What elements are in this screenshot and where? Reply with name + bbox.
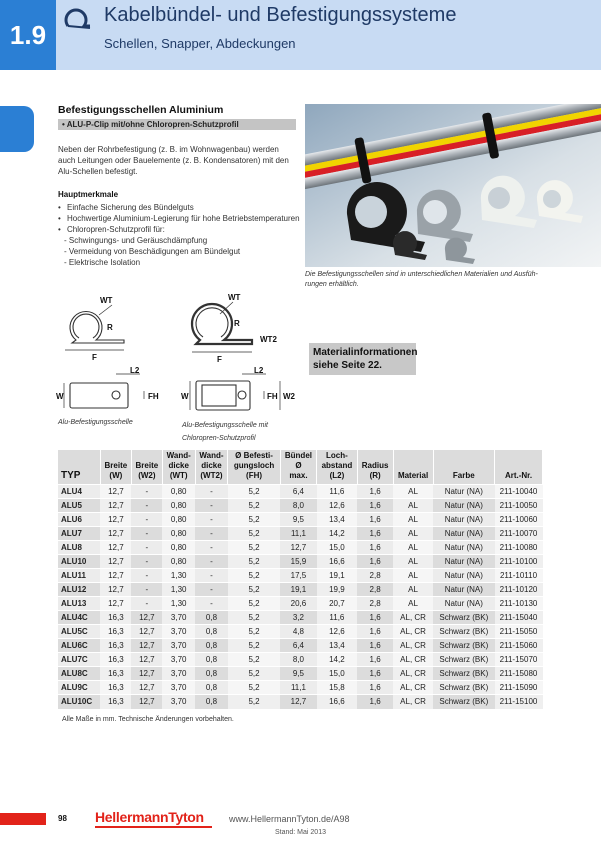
table-cell: ALU12: [58, 583, 100, 597]
product-title: Befestigungsschellen Aluminium: [58, 104, 224, 116]
table-cell: 5,2: [228, 527, 280, 541]
table-cell: -: [195, 527, 228, 541]
column-header: Bündel Ø max.: [280, 450, 316, 485]
table-row: [58, 597, 543, 611]
column-header: Art.-Nr.: [495, 450, 543, 485]
table-cell: 12,7: [131, 681, 162, 695]
table-cell: 5,2: [228, 569, 280, 583]
table-cell: 1,6: [357, 513, 393, 527]
table-cell: 12,7: [100, 499, 131, 513]
table-cell: 1,6: [357, 611, 393, 625]
table-cell: ALU4C: [58, 611, 100, 625]
table-cell: 12,6: [317, 625, 358, 639]
table-row: [58, 611, 543, 625]
table-cell: 19,1: [280, 583, 316, 597]
table-cell: 1,30: [162, 569, 195, 583]
table-cell: 16,3: [100, 695, 131, 709]
brand-logo: HellermannTyton: [95, 809, 204, 825]
table-cell: 11,1: [280, 527, 316, 541]
table-cell: 211-15060: [495, 639, 543, 653]
table-cell: 12,7: [131, 695, 162, 709]
table-cell: -: [195, 513, 228, 527]
label-r-profile: R: [234, 319, 240, 328]
table-cell: ALU8: [58, 541, 100, 555]
table-cell: 12,7: [100, 527, 131, 541]
table-cell: 211-10050: [495, 499, 543, 513]
table-cell: Schwarz (BK): [433, 667, 494, 681]
table-cell: 16,3: [100, 653, 131, 667]
label-wt-profile: WT: [228, 293, 241, 302]
footer-date: Stand: Mai 2013: [275, 829, 326, 836]
product-photo: [305, 104, 601, 267]
page-title: Kabelbündel- und Befestigungssysteme: [104, 4, 457, 26]
intro-line: Neben der Rohrbefestigung (z. B. im Wohnwagenbau) werden: [58, 145, 279, 154]
table-cell: AL, CR: [393, 625, 433, 639]
table-cell: 0,8: [195, 695, 228, 709]
column-header: Radius (R): [357, 450, 393, 485]
column-header: Breite (W2): [131, 450, 162, 485]
table-cell: 5,2: [228, 583, 280, 597]
table-row: [58, 499, 543, 513]
table-cell: AL, CR: [393, 653, 433, 667]
table-cell: Schwarz (BK): [433, 639, 494, 653]
table-cell: 12,7: [100, 513, 131, 527]
label-l2-profile: L2: [254, 366, 264, 375]
footer-url[interactable]: www.HellermannTyton.de/A98: [229, 814, 350, 824]
table-row: [58, 513, 543, 527]
table-cell: AL: [393, 569, 433, 583]
table-cell: 211-10100: [495, 555, 543, 569]
table-cell: -: [195, 499, 228, 513]
photo-caption-line: rungen erhältlich.: [305, 281, 359, 288]
spec-table: [58, 450, 543, 709]
table-cell: 12,7: [100, 569, 131, 583]
table-cell: AL, CR: [393, 667, 433, 681]
table-cell: -: [131, 583, 162, 597]
table-cell: ALU8C: [58, 667, 100, 681]
table-cell: -: [131, 597, 162, 611]
table-cell: 5,2: [228, 681, 280, 695]
table-cell: 0,8: [195, 625, 228, 639]
material-info-line: Materialinformationen: [313, 347, 418, 358]
table-cell: AL: [393, 485, 433, 499]
table-cell: 211-10070: [495, 527, 543, 541]
table-cell: 211-10120: [495, 583, 543, 597]
table-cell: 6,4: [280, 485, 316, 499]
feature-item: • Chloropren-Schutzprofil für:: [58, 225, 165, 234]
table-cell: 5,2: [228, 653, 280, 667]
table-cell: 2,8: [357, 597, 393, 611]
table-cell: 6,4: [280, 639, 316, 653]
table-cell: ALU6C: [58, 639, 100, 653]
table-cell: -: [131, 555, 162, 569]
table-cell: 2,8: [357, 569, 393, 583]
table-cell: 8,0: [280, 653, 316, 667]
table-cell: 5,2: [228, 695, 280, 709]
section-number: 1.9: [9, 20, 47, 50]
table-cell: 16,3: [100, 611, 131, 625]
table-cell: 5,2: [228, 485, 280, 499]
table-cell: 5,2: [228, 625, 280, 639]
column-header: Wand- dicke (WT): [162, 450, 195, 485]
table-cell: 12,7: [100, 597, 131, 611]
material-info-box: [309, 343, 416, 375]
brand-underline: [95, 826, 212, 828]
table-cell: 16,3: [100, 639, 131, 653]
table-row: [58, 639, 543, 653]
table-row: [58, 695, 543, 709]
label-r: R: [107, 323, 113, 332]
dimensions-note: Alle Maße in mm. Technische Änderungen vorbehalten.: [62, 716, 234, 723]
table-cell: 11,6: [317, 485, 358, 499]
table-cell: -: [195, 597, 228, 611]
photo-caption: [305, 270, 545, 290]
table-cell: 12,7: [280, 695, 316, 709]
table-cell: 16,6: [317, 555, 358, 569]
table-cell: 12,7: [131, 653, 162, 667]
table-cell: 3,70: [162, 653, 195, 667]
table-cell: Natur (NA): [433, 513, 494, 527]
column-header: Material: [393, 450, 433, 485]
table-cell: AL, CR: [393, 611, 433, 625]
table-cell: 1,30: [162, 583, 195, 597]
table-cell: 20,6: [280, 597, 316, 611]
table-cell: 15,0: [317, 541, 358, 555]
table-cell: AL, CR: [393, 695, 433, 709]
table-cell: 5,2: [228, 499, 280, 513]
side-tab: [0, 106, 34, 152]
table-cell: 16,3: [100, 625, 131, 639]
table-cell: 0,8: [195, 639, 228, 653]
table-cell: Schwarz (BK): [433, 695, 494, 709]
table-cell: 20,7: [317, 597, 358, 611]
table-cell: 1,6: [357, 541, 393, 555]
table-cell: 3,2: [280, 611, 316, 625]
table-cell: 1,6: [357, 527, 393, 541]
table-cell: ALU11: [58, 569, 100, 583]
table-cell: 0,8: [195, 667, 228, 681]
table-cell: Schwarz (BK): [433, 625, 494, 639]
drawing-caption-profile: Alu-Befestigungsschelle mit Chloropren-Schutzprofil: [182, 422, 268, 442]
table-row: [58, 485, 543, 499]
label-wt2: WT2: [260, 335, 277, 344]
table-cell: 211-15070: [495, 653, 543, 667]
table-cell: ALU5C: [58, 625, 100, 639]
table-cell: 3,70: [162, 695, 195, 709]
table-cell: 9,5: [280, 513, 316, 527]
column-header: Loch- abstand (L2): [317, 450, 358, 485]
material-info-line: siehe Seite 22.: [313, 360, 382, 371]
table-cell: 0,8: [195, 681, 228, 695]
table-cell: 211-10130: [495, 597, 543, 611]
label-wt: WT: [100, 296, 113, 305]
table-cell: ALU4: [58, 485, 100, 499]
table-cell: Natur (NA): [433, 485, 494, 499]
table-row: [58, 653, 543, 667]
table-cell: Schwarz (BK): [433, 681, 494, 695]
table-row: [58, 667, 543, 681]
clip-drawing-profile: [192, 302, 252, 352]
tab-drawing-plain: [64, 374, 144, 408]
table-cell: 8,0: [280, 499, 316, 513]
table-cell: -: [131, 513, 162, 527]
sub-feature-item: - Elektrische Isolation: [64, 258, 141, 267]
table-cell: AL: [393, 527, 433, 541]
p-clip-icon: [62, 6, 92, 36]
table-cell: -: [131, 541, 162, 555]
table-cell: AL, CR: [393, 681, 433, 695]
table-cell: 19,1: [317, 569, 358, 583]
table-cell: -: [195, 569, 228, 583]
product-subheading: • ALU-P-Clip mit/ohne Chloropren-Schutzprofil: [58, 119, 296, 130]
table-cell: -: [131, 499, 162, 513]
sub-feature-item: - Schwingungs- und Geräuschdämpfung: [64, 236, 208, 245]
table-cell: 1,30: [162, 597, 195, 611]
table-cell: 0,8: [195, 653, 228, 667]
table-cell: 211-15040: [495, 611, 543, 625]
photo-caption-line: Die Befestigungsschellen sind in unterschiedlichen Materialien und Ausfüh-: [305, 271, 538, 278]
table-cell: 12,7: [131, 625, 162, 639]
label-fh: FH: [148, 392, 159, 401]
table-cell: AL: [393, 499, 433, 513]
table-cell: 5,2: [228, 667, 280, 681]
table-cell: 0,80: [162, 513, 195, 527]
table-cell: 1,6: [357, 485, 393, 499]
table-cell: 3,70: [162, 681, 195, 695]
label-l2: L2: [130, 366, 140, 375]
label-w2: W2: [283, 392, 295, 401]
table-cell: 12,7: [100, 541, 131, 555]
table-cell: -: [131, 485, 162, 499]
table-cell: AL: [393, 583, 433, 597]
table-cell: 3,70: [162, 611, 195, 625]
table-cell: 16,3: [100, 667, 131, 681]
table-cell: AL, CR: [393, 639, 433, 653]
table-cell: 12,7: [131, 667, 162, 681]
table-cell: ALU7: [58, 527, 100, 541]
table-cell: 211-10060: [495, 513, 543, 527]
table-cell: AL: [393, 597, 433, 611]
table-cell: 0,80: [162, 499, 195, 513]
table-cell: ALU6: [58, 513, 100, 527]
footer-accent-bar: [0, 813, 46, 825]
table-cell: 1,6: [357, 555, 393, 569]
table-row: [58, 681, 543, 695]
clip-drawing-plain: [65, 305, 124, 350]
table-cell: 211-10110: [495, 569, 543, 583]
table-cell: 1,6: [357, 667, 393, 681]
intro-text: [58, 144, 298, 177]
table-cell: 0,80: [162, 541, 195, 555]
table-cell: 5,2: [228, 555, 280, 569]
label-f-profile: F: [217, 355, 222, 364]
column-header: Breite (W): [100, 450, 131, 485]
table-cell: 5,2: [228, 597, 280, 611]
table-cell: 12,7: [100, 583, 131, 597]
table-cell: 1,6: [357, 639, 393, 653]
table-cell: -: [195, 583, 228, 597]
table-cell: 5,2: [228, 611, 280, 625]
table-cell: 9,5: [280, 667, 316, 681]
table-cell: -: [131, 527, 162, 541]
column-header: Ø Befesti- gungsloch (FH): [228, 450, 280, 485]
table-cell: AL: [393, 541, 433, 555]
table-cell: ALU10: [58, 555, 100, 569]
column-header: Wand- dicke (WT2): [195, 450, 228, 485]
column-header: Farbe: [433, 450, 494, 485]
table-cell: 19,9: [317, 583, 358, 597]
table-cell: 211-15100: [495, 695, 543, 709]
table-cell: AL: [393, 513, 433, 527]
table-row: [58, 555, 543, 569]
table-cell: Natur (NA): [433, 541, 494, 555]
table-cell: AL: [393, 555, 433, 569]
table-row: [58, 625, 543, 639]
table-cell: 0,80: [162, 485, 195, 499]
table-cell: ALU10C: [58, 695, 100, 709]
table-cell: ALU13: [58, 597, 100, 611]
feature-item: • Einfache Sicherung des Bündelguts: [58, 203, 194, 212]
table-cell: 16,3: [100, 681, 131, 695]
table-cell: 2,8: [357, 583, 393, 597]
table-cell: 12,7: [100, 485, 131, 499]
table-row: [58, 569, 543, 583]
page-number: 98: [58, 814, 67, 823]
table-cell: 15,8: [317, 681, 358, 695]
table-cell: -: [131, 569, 162, 583]
feature-item: • Hochwertige Aluminium-Legierung für hohe Betriebstemperaturen: [58, 214, 300, 223]
table-cell: 1,6: [357, 499, 393, 513]
table-row: [58, 541, 543, 555]
table-cell: 15,9: [280, 555, 316, 569]
table-cell: 3,70: [162, 639, 195, 653]
table-header-row: [58, 450, 543, 485]
table-cell: 16,6: [317, 695, 358, 709]
table-cell: Natur (NA): [433, 583, 494, 597]
table-cell: 3,70: [162, 667, 195, 681]
table-cell: 13,4: [317, 639, 358, 653]
table-cell: Natur (NA): [433, 527, 494, 541]
intro-line: auch Leitungen oder Bauelemente (z. B. Kondensatoren) mit den: [58, 156, 289, 165]
table-cell: 11,1: [280, 681, 316, 695]
table-cell: 12,7: [131, 639, 162, 653]
table-cell: 211-15090: [495, 681, 543, 695]
table-cell: 211-15050: [495, 625, 543, 639]
table-cell: ALU9C: [58, 681, 100, 695]
page-subtitle: Schellen, Snapper, Abdeckungen: [104, 36, 296, 51]
table-cell: ALU7C: [58, 653, 100, 667]
table-cell: 15,0: [317, 667, 358, 681]
table-cell: ALU5: [58, 499, 100, 513]
label-fh-profile: FH: [267, 392, 278, 401]
features-list: [58, 202, 303, 268]
table-cell: 12,7: [131, 611, 162, 625]
table-cell: Natur (NA): [433, 597, 494, 611]
table-cell: 14,2: [317, 527, 358, 541]
table-cell: 0,80: [162, 527, 195, 541]
table-cell: Natur (NA): [433, 569, 494, 583]
table-cell: 1,6: [357, 695, 393, 709]
sub-feature-item: - Vermeidung von Beschädigungen am Bündelgut: [64, 247, 241, 256]
table-cell: 211-15080: [495, 667, 543, 681]
table-cell: 5,2: [228, 541, 280, 555]
table-cell: 5,2: [228, 639, 280, 653]
table-cell: 211-10040: [495, 485, 543, 499]
table-cell: Schwarz (BK): [433, 653, 494, 667]
table-cell: -: [195, 485, 228, 499]
table-cell: 1,6: [357, 653, 393, 667]
table-cell: 11,6: [317, 611, 358, 625]
table-cell: 1,6: [357, 625, 393, 639]
table-cell: Natur (NA): [433, 555, 494, 569]
label-w-profile: W: [181, 392, 189, 401]
table-row: [58, 527, 543, 541]
table-cell: 4,8: [280, 625, 316, 639]
label-w: W: [56, 392, 64, 401]
table-cell: Schwarz (BK): [433, 611, 494, 625]
table-cell: 5,2: [228, 513, 280, 527]
table-cell: 12,7: [100, 555, 131, 569]
column-header: TYP: [58, 450, 100, 485]
table-cell: 0,80: [162, 555, 195, 569]
table-cell: 12,6: [317, 499, 358, 513]
table-cell: -: [195, 555, 228, 569]
table-cell: 13,4: [317, 513, 358, 527]
table-cell: 12,7: [280, 541, 316, 555]
table-cell: 211-10080: [495, 541, 543, 555]
table-cell: 3,70: [162, 625, 195, 639]
drawing-caption-plain: Alu-Befestigungsschelle: [58, 419, 133, 426]
table-cell: 14,2: [317, 653, 358, 667]
label-f: F: [92, 353, 97, 362]
intro-line: Alu-Schellen befestigt.: [58, 167, 138, 176]
table-cell: 1,6: [357, 681, 393, 695]
table-cell: Natur (NA): [433, 499, 494, 513]
table-row: [58, 583, 543, 597]
table-cell: 17,5: [280, 569, 316, 583]
features-heading: Hauptmerkmale: [58, 190, 119, 199]
table-cell: -: [195, 541, 228, 555]
table-cell: 0,8: [195, 611, 228, 625]
